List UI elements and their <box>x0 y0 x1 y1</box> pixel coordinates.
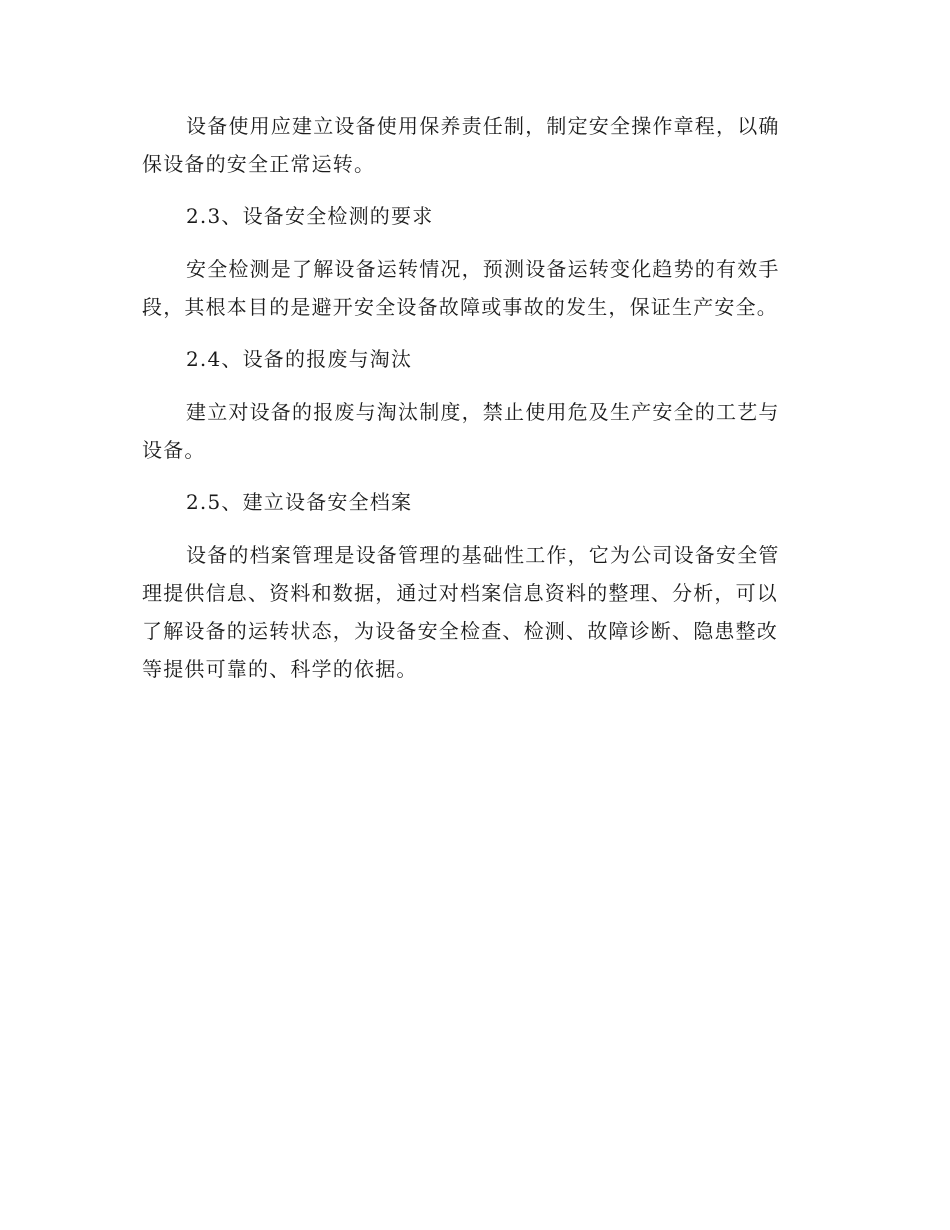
paragraph-safety-inspection <box>142 250 794 326</box>
paragraph-scrapping <box>142 393 794 469</box>
paragraph-line: 设备。 <box>142 438 206 462</box>
section-heading-2-3: 2.3、设备安全检测的要求 <box>186 204 434 228</box>
paragraph-line: 保设备的安全正常运转。 <box>142 152 376 176</box>
section-heading-2-4: 2.4、设备的报废与淘汰 <box>186 347 413 371</box>
section-heading-2-5: 2.5、建立设备安全档案 <box>186 490 413 514</box>
paragraph-line: 等提供可靠的、科学的依据。 <box>142 657 418 681</box>
paragraph-line: 建立对设备的报废与淘汰制度，禁止使用危及生产安全的工艺与 <box>186 400 780 424</box>
paragraph-line: 设备使用应建立设备使用保养责任制，制定安全操作章程，以确 <box>186 114 780 138</box>
paragraph-line: 段，其根本目的是避开安全设备故障或事故的发生，保证生产安全。 <box>142 295 778 319</box>
paragraph-line: 了解设备的运转状态，为设备安全检查、检测、故障诊断、隐患整改 <box>142 619 778 643</box>
paragraph-line: 安全检测是了解设备运转情况，预测设备运转变化趋势的有效手 <box>186 257 780 281</box>
paragraph-equipment-usage <box>142 107 794 183</box>
paragraph-archive-management <box>142 536 794 688</box>
paragraph-line: 设备的档案管理是设备管理的基础性工作，它为公司设备安全管 <box>186 543 780 567</box>
paragraph-line: 理提供信息、资料和数据，通过对档案信息资料的整理、分析，可以 <box>142 581 778 605</box>
